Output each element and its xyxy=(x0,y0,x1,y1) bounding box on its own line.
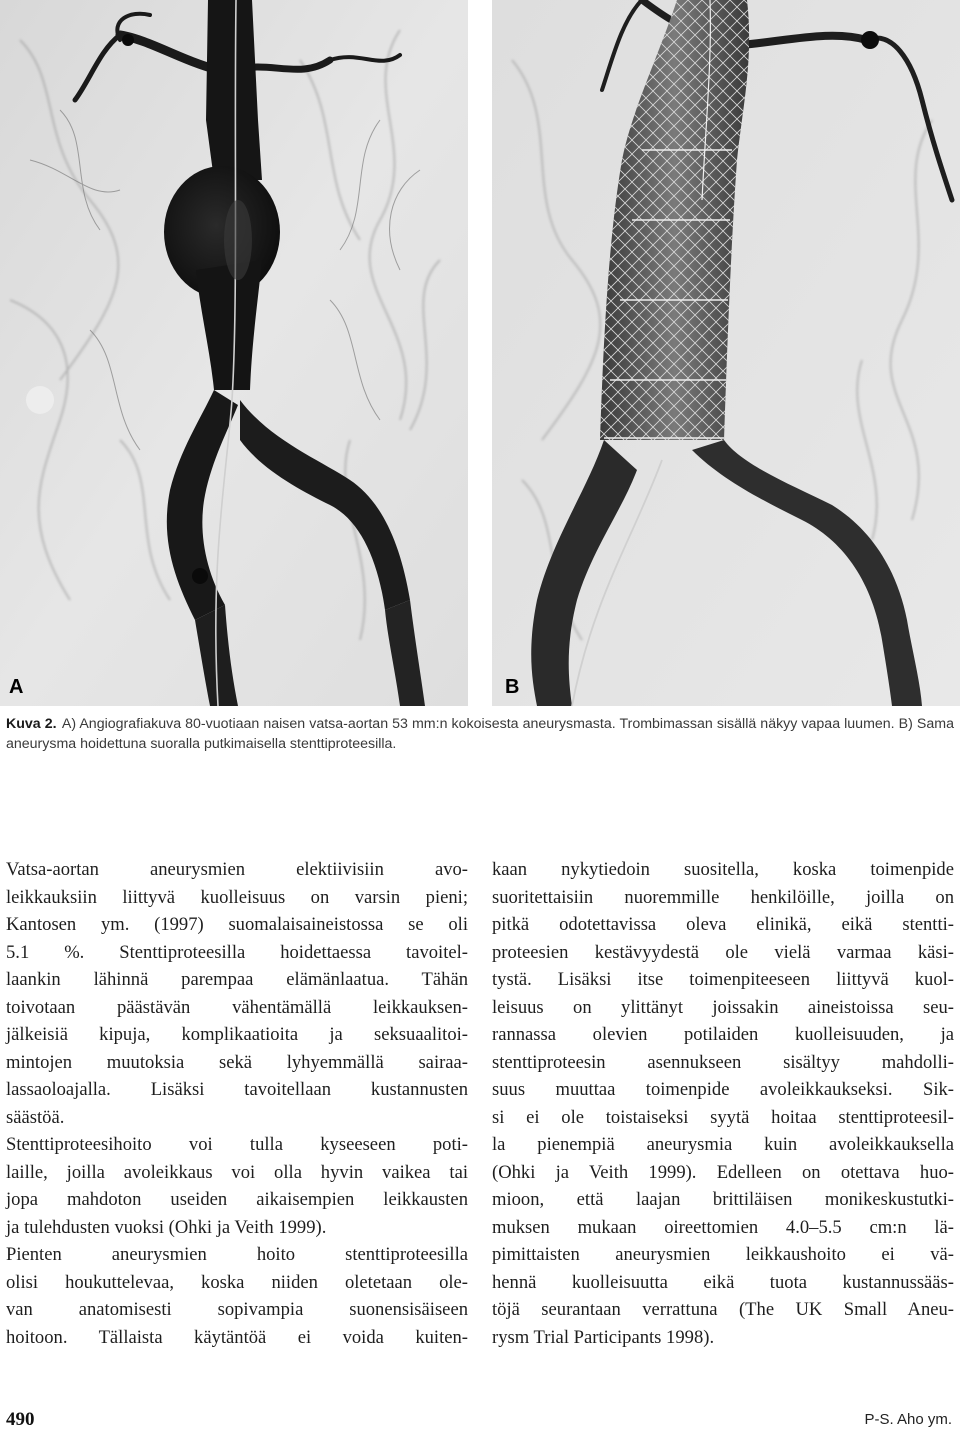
text-line: la pienempiä aneurysmia kuin avoleikkauksella xyxy=(492,1134,954,1155)
text-line: proteesien kestävyydestä ole vielä varmaa käsi- xyxy=(492,941,954,963)
text-line: leikkauksiin liittyvä kuolleisuus on varsin pieni; xyxy=(6,886,468,908)
text-line: laille, joilla avoleikkaus voi olla hyvin vaikea tai xyxy=(6,1161,468,1183)
text-line: van anatomisesti sopivampia suonensisäiseen xyxy=(6,1299,468,1320)
caption-label: Kuva 2. xyxy=(6,716,57,732)
left-column xyxy=(6,856,468,1351)
page-number: 490 xyxy=(6,1409,35,1430)
text-line: stenttiproteesin asennukseen sisältyy mahdolli- xyxy=(492,1051,954,1073)
text-line: jopa mahdoton useiden aikaisempien leikkausten xyxy=(6,1189,468,1210)
paragraph-1 xyxy=(6,856,468,1131)
paragraph-4 xyxy=(492,856,954,1351)
text-line: Kantosen ym. (1997) suomalaisaineistossa se oli xyxy=(6,914,468,935)
paragraph-3 xyxy=(6,1241,468,1351)
text-line: hoitoon. Tällaista käytäntöä ei voida kuiten- xyxy=(6,1326,468,1348)
figure-caption xyxy=(6,714,954,754)
text-line: si ei ole toistaiseksi syytä hoitaa stenttiproteesil- xyxy=(492,1106,954,1128)
text-line: Pienten aneurysmien hoito stenttiproteesilla xyxy=(6,1244,468,1265)
text-line: kaan nykytiedoin suositella, koska toimenpide xyxy=(492,859,954,880)
text-line: leisuus on ylittänyt joissakin aineistoissa seu- xyxy=(492,996,954,1018)
text-line: muksen mukaan oireettomien 4.0–5.5 cm:n lä- xyxy=(492,1216,954,1238)
text-line: pitkä odotettavissa oleva elinikä, eikä stentti- xyxy=(492,914,954,935)
text-line: suoritettaisiin nuoremmille henkilöille, joilla on xyxy=(492,886,954,908)
text-line: lassaoloajalla. Lisäksi tavoitellaan kustannusten xyxy=(6,1079,468,1100)
text-line: hennä kuolleisuutta eikä tuota kustannussääs- xyxy=(492,1271,954,1293)
right-column xyxy=(492,856,954,1351)
text-line: (Ohki ja Veith 1999). Edelleen on otettava huo- xyxy=(492,1161,954,1183)
text-line: toivotaan päästävän vähentämällä leikkauksen- xyxy=(6,996,468,1018)
text-line: pimittaisten aneurysmien leikkaushoito ei vä- xyxy=(492,1244,954,1265)
angiogram-panel-b xyxy=(492,0,960,706)
text-line: ja tulehdusten vuoksi (Ohki ja Veith 1999). xyxy=(6,1216,327,1238)
angiogram-image-b xyxy=(492,0,960,706)
text-line: olisi houkuttelevaa, koska niiden oletetaan ole- xyxy=(6,1271,468,1293)
figure xyxy=(0,0,960,706)
running-author: P-S. Aho ym. xyxy=(864,1411,952,1428)
paragraph-2 xyxy=(6,1131,468,1241)
panel-label-a: A xyxy=(9,676,24,698)
text-line: tystä. Lisäksi itse toimenpiteeseen liittyvä kuol- xyxy=(492,969,954,990)
text-line: suus muuttaa toimenpide avoleikkaukseksi. Sik- xyxy=(492,1079,954,1100)
text-line: töjä seurantaan verrattuna (The UK Small Aneu- xyxy=(492,1299,954,1320)
panel-label-b: B xyxy=(505,676,520,698)
text-line: laankin lähinnä parempaa elämänlaatua. Tähän xyxy=(6,969,468,990)
text-line: mintojen muutoksia sekä lyhyemmällä sairaa- xyxy=(6,1051,468,1073)
text-line: mioon, että laajan brittiläisen monikeskustutki- xyxy=(492,1189,954,1210)
angiogram-panel-a xyxy=(0,0,468,706)
text-line: rannassa olevien potilaiden kuolleisuuden, ja xyxy=(492,1024,954,1045)
text-line: jälkeisiä kipuja, komplikaatioita ja seksuaalitoi- xyxy=(6,1024,468,1045)
caption-text: A) Angiografiakuva 80-vuotiaan naisen vatsa-aortan 53 mm:n kokoisesta aneurysmasta. Trombimassan sisällä näkyy vapaa luumen. B) Sama aneurysma hoidettuna suoralla putkimaisella stenttiproteesilla. xyxy=(6,716,954,752)
text-line: rysm Trial Participants 1998). xyxy=(492,1326,715,1348)
text-line: 5.1 %. Stenttiproteesilla hoidettaessa tavoitel- xyxy=(6,941,468,963)
text-line: säästöä. xyxy=(6,1106,65,1128)
text-line: Vatsa-aortan aneurysmien elektiivisiin avo- xyxy=(6,859,468,880)
text-line: Stenttiproteesihoito voi tulla kyseeseen poti- xyxy=(6,1134,468,1155)
angiogram-image-a xyxy=(0,0,468,706)
